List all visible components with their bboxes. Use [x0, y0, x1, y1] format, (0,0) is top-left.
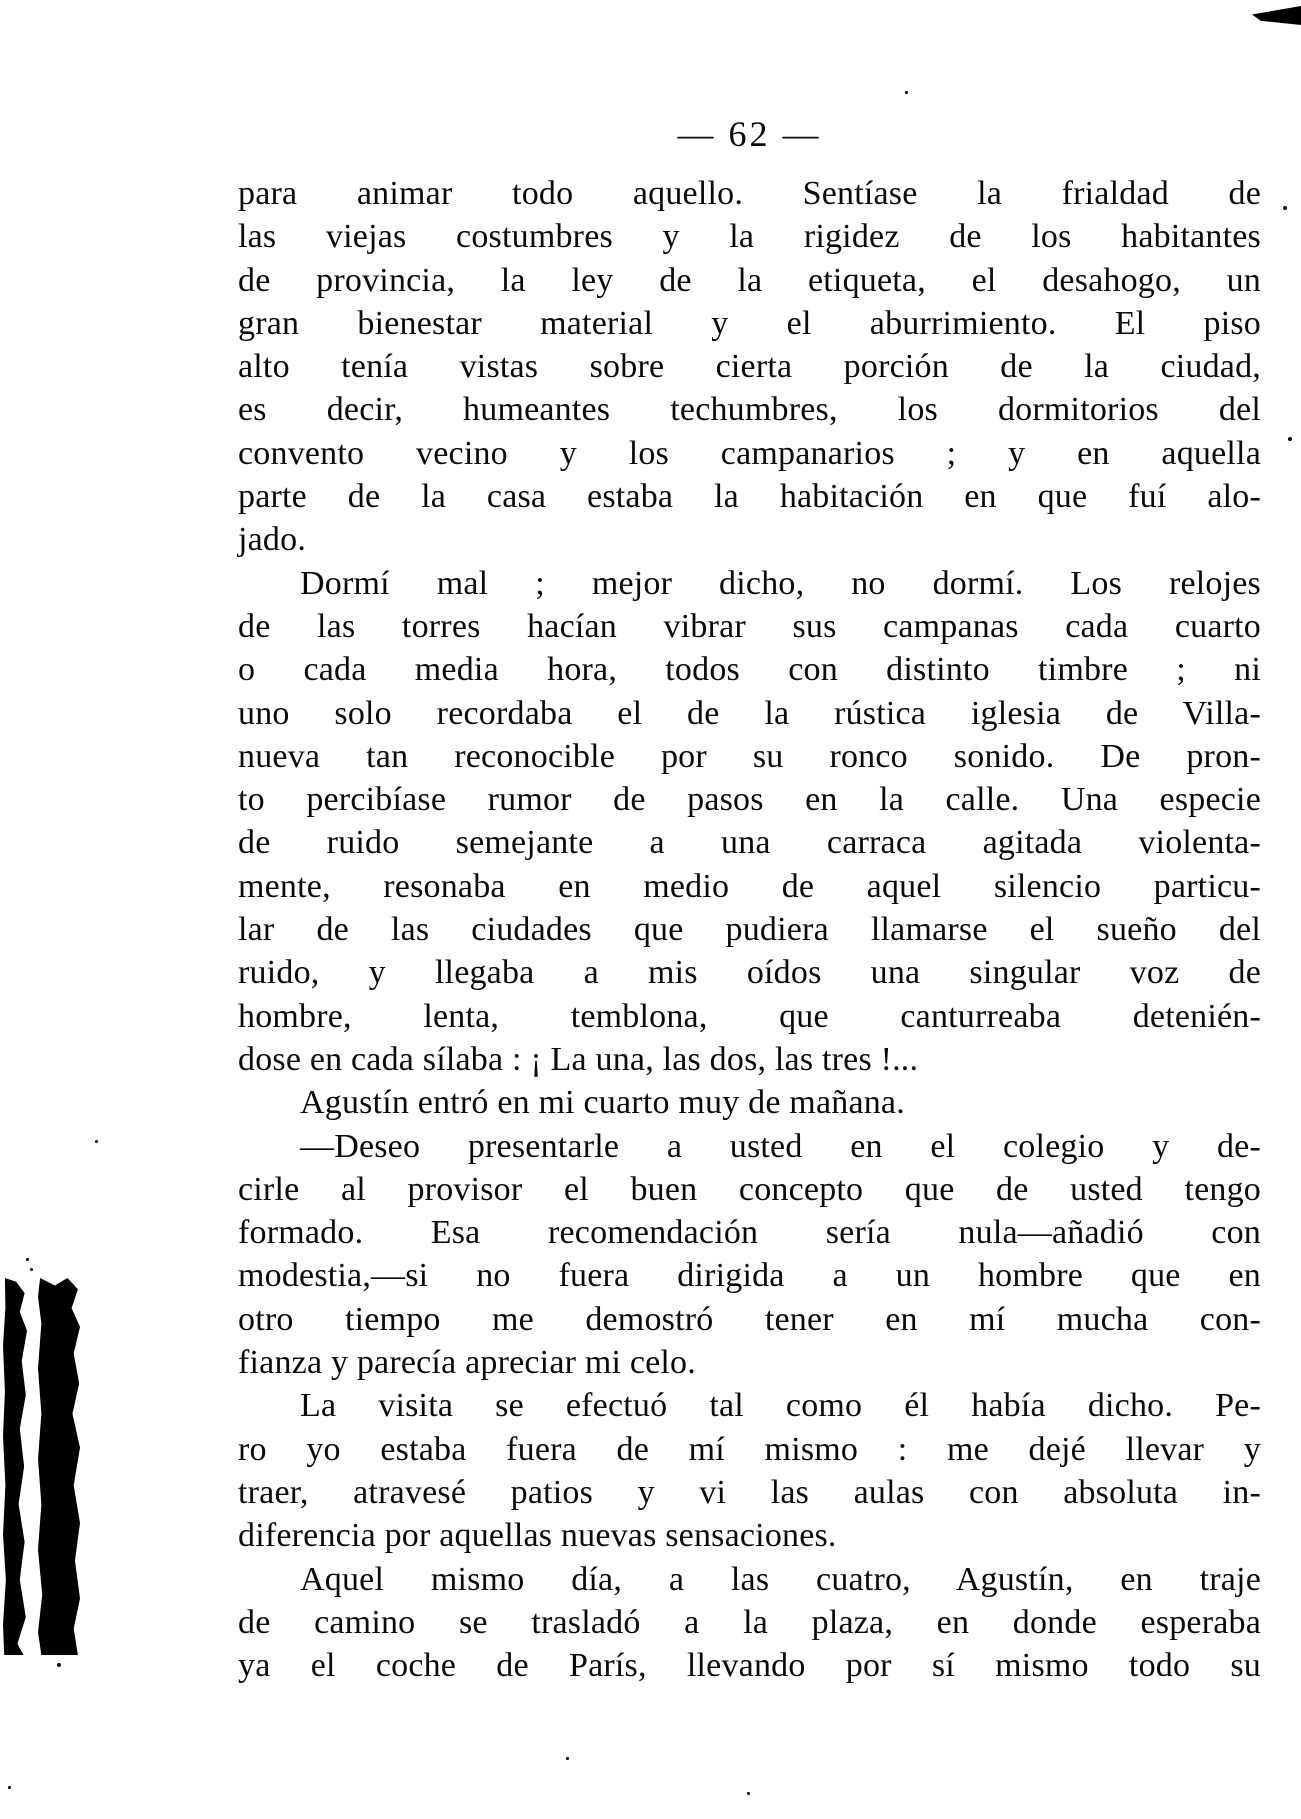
text-line: traer, atravesé patios y vi las aulas con absoluta in-: [238, 1473, 1261, 1511]
scan-speck: [95, 1140, 98, 1143]
text-line: alto tenía vistas sobre cierta porción de la ciudad,: [238, 348, 1261, 386]
text-line: hombre, lenta, temblona, que canturreaba detenién-: [238, 997, 1261, 1035]
text-line: de provincia, la ley de la etiqueta, el desahogo, un: [238, 261, 1261, 299]
text-line: o cada media hora, todos con distinto timbre ; ni: [238, 651, 1261, 689]
text-line: ya el coche de París, llevando por sí mismo todo su: [238, 1647, 1261, 1685]
page-number: — 62 —: [677, 114, 822, 154]
corner-ink-mark: [1252, 6, 1301, 25]
text-line: convento vecino y los campanarios ; y en aquella: [238, 434, 1261, 472]
scan-speck: [26, 1258, 29, 1261]
scan-speck: [747, 1792, 750, 1795]
scan-speck: [905, 91, 908, 94]
text-line: es decir, humeantes techumbres, los dormitorios del: [238, 391, 1261, 429]
text-line: de camino se trasladó a la plaza, en donde esperaba: [238, 1603, 1261, 1641]
scan-speck: [8, 1786, 11, 1789]
ink-smudge-bar-left: [3, 1278, 27, 1655]
scan-speck: [30, 1268, 33, 1271]
text-line: otro tiempo me demostró tener en mí mucha con-: [238, 1300, 1261, 1338]
scan-speck: [566, 1757, 569, 1760]
text-line: las viejas costumbres y la rigidez de los habitantes: [238, 218, 1261, 256]
text-line: dose en cada sílaba : ¡ La una, las dos, las tres !...: [238, 1040, 919, 1078]
text-line: gran bienestar material y el aburrimiento. El piso: [238, 304, 1261, 342]
text-line: parte de la casa estaba la habitación en que fuí alo-: [238, 478, 1261, 516]
ink-smudge: [0, 1278, 84, 1655]
text-line: ruido, y llegaba a mis oídos una singular voz de: [238, 954, 1261, 992]
text-line: to percibíase rumor de pasos en la calle. Una especie: [238, 781, 1261, 819]
text-line: de las torres hacían vibrar sus campanas cada cuarto: [238, 607, 1261, 645]
text-line: uno solo recordaba el de la rústica iglesia de Villa-: [238, 694, 1261, 732]
text-line: —Deseo presentarle a usted en el colegio y de-: [300, 1127, 1261, 1165]
scan-speck: [1288, 437, 1292, 441]
text-line: La visita se efectuó tal como él había dicho. Pe-: [300, 1387, 1261, 1425]
text-line: diferencia por aquellas nuevas sensaciones.: [238, 1517, 837, 1555]
text-line: de ruido semejante a una carraca agitada violenta-: [238, 824, 1261, 862]
text-line: para animar todo aquello. Sentíase la frialdad de: [238, 175, 1261, 212]
text-line: lar de las ciudades que pudiera llamarse el sueño del: [238, 911, 1261, 949]
text-line: Dormí mal ; mejor dicho, no dormí. Los relojes: [300, 564, 1261, 602]
scan-speck: [1283, 206, 1287, 210]
page-text: [238, 172, 1261, 1687]
text-line: cirle al provisor el buen concepto que de usted tengo: [238, 1170, 1261, 1208]
text-line: ro yo estaba fuera de mí mismo : me dejé llevar y: [238, 1430, 1261, 1468]
text-line: modestia,—si no fuera dirigida a un hombre que en: [238, 1257, 1261, 1295]
text-line: mente, resonaba en medio de aquel silencio particu-: [238, 867, 1261, 905]
text-line: fianza y parecía apreciar mi celo.: [238, 1344, 696, 1382]
text-line: Aquel mismo día, a las cuatro, Agustín, en traje: [300, 1560, 1261, 1598]
ink-smudge-bar-right: [38, 1278, 80, 1655]
text-line: nueva tan reconocible por su ronco sonido. De pron-: [238, 737, 1261, 775]
text-line: jado.: [238, 521, 307, 559]
text-line: formado. Esa recomendación sería nula—añadió con: [238, 1214, 1261, 1252]
text-line: Agustín entró en mi cuarto muy de mañana.: [300, 1084, 905, 1122]
scan-speck: [57, 1663, 61, 1667]
